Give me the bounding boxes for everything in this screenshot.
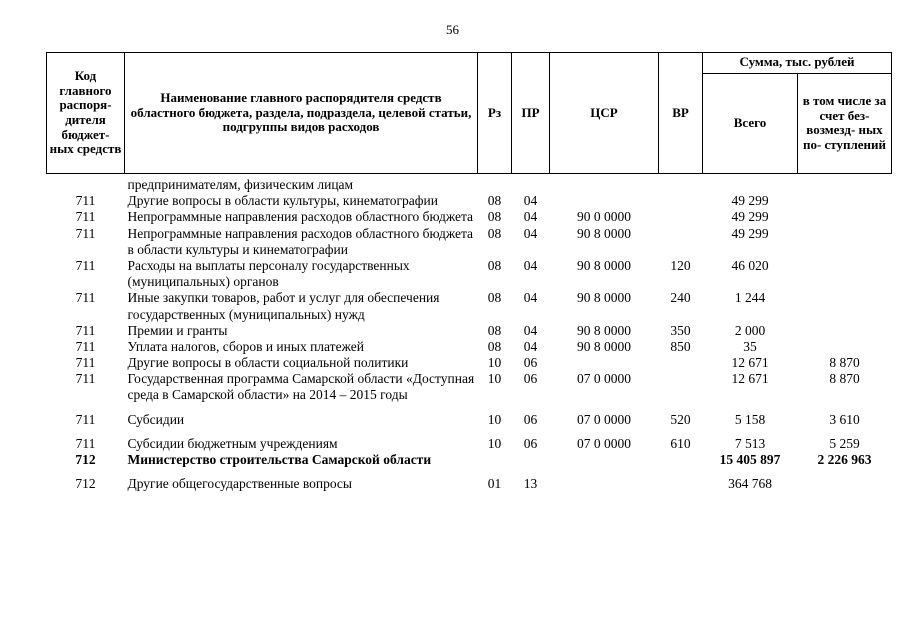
table-row (47, 452, 892, 468)
row-rz: 08 (487, 225, 502, 241)
row-total: 12 671 (731, 371, 769, 387)
row-free (798, 174, 892, 194)
row-rz: 10 (487, 435, 502, 451)
table-body (47, 174, 892, 493)
table-row (47, 193, 892, 209)
row-vr (659, 174, 703, 194)
row-code: 711 (75, 411, 96, 427)
row-vr (659, 371, 703, 403)
header-free: в том числе за счет без- возмезд- ных по- ступлений (798, 73, 892, 174)
table-row (47, 323, 892, 339)
page-number: 56 (446, 22, 459, 37)
row-rz: 08 (487, 193, 502, 209)
row-code: 711 (75, 193, 96, 209)
row-total: 15 405 897 (719, 452, 781, 467)
row-free: 5 259 (829, 435, 860, 451)
row-pr: 04 (523, 322, 538, 338)
row-code: 711 (75, 355, 96, 371)
row-pr: 13 (523, 476, 538, 492)
row-vr (659, 193, 703, 209)
row-code (47, 174, 125, 194)
row-total: 5 158 (734, 411, 766, 427)
row-code: 712 (75, 476, 96, 492)
row-name: Иные закупки товаров, работ и услуг для обеспечения государственных (муниципальных) нужд (127, 290, 440, 322)
row-total (703, 174, 798, 194)
row-vr: 350 (670, 322, 691, 338)
table-row (47, 355, 892, 371)
table-row (47, 428, 892, 452)
row-pr: 06 (523, 371, 538, 387)
budget-table (46, 52, 892, 492)
row-free: 2 226 963 (817, 452, 872, 467)
table-row (47, 468, 892, 492)
row-free (798, 193, 892, 209)
table-row (47, 339, 892, 355)
row-name: Расходы на выплаты персоналу государственных (муниципальных) органов (127, 257, 410, 290)
row-code: 711 (75, 338, 96, 354)
table-row (47, 404, 892, 428)
row-pr (512, 174, 550, 194)
row-total: 49 299 (731, 209, 769, 225)
row-total: 49 299 (731, 193, 769, 209)
row-name: Субсидии (127, 411, 185, 427)
row-total: 1 244 (734, 290, 766, 306)
row-code: 711 (75, 371, 96, 387)
row-name: Премии и гранты (127, 322, 228, 338)
row-name: предпринимателям, физическим лицам (127, 177, 354, 192)
row-name: Непрограммные направления расходов областного бюджета (127, 209, 474, 225)
row-csr: 90 8 0000 (577, 290, 631, 306)
row-name: Другие общегосударственные вопросы (127, 476, 352, 492)
header-code: Код главного распоря- дителя бюджет- ных средств (47, 53, 125, 174)
header-name: Наименование главного распорядителя средств областного бюджета, раздела, подраздела, целевой статьи, подгруппы видов расходов (125, 53, 478, 174)
row-vr (659, 226, 703, 258)
row-pr (512, 452, 550, 468)
row-code: 711 (75, 257, 96, 273)
row-name: Непрограммные направления расходов областного бюджета в области культуры и кинематографии (127, 225, 474, 257)
row-code: 711 (75, 435, 96, 451)
row-csr: 90 8 0000 (577, 257, 631, 273)
row-rz: 08 (487, 257, 502, 273)
row-name: Другие вопросы в области культуры, кинематографии (127, 193, 438, 209)
row-rz: 08 (487, 209, 502, 225)
row-pr: 04 (523, 193, 538, 209)
row-pr: 06 (523, 435, 538, 451)
row-csr (550, 452, 659, 468)
row-vr (659, 355, 703, 371)
row-vr: 610 (670, 435, 691, 451)
table-row (47, 174, 892, 194)
row-pr: 04 (523, 225, 538, 241)
row-code: 711 (75, 290, 96, 306)
row-rz: 08 (487, 290, 502, 306)
row-free (798, 468, 892, 492)
row-vr (659, 468, 703, 492)
table-row (47, 258, 892, 290)
row-free (798, 339, 892, 355)
row-csr: 07 0 0000 (577, 435, 631, 451)
row-csr (550, 468, 659, 492)
row-free (798, 258, 892, 290)
table-header (47, 53, 892, 174)
row-free: 8 870 (829, 355, 860, 371)
row-name: Уплата налогов, сборов и иных платежей (127, 338, 364, 354)
row-total: 7 513 (734, 435, 766, 451)
row-rz: 10 (487, 411, 502, 427)
row-vr: 850 (670, 338, 691, 354)
table-row (47, 371, 892, 403)
row-pr: 06 (523, 411, 538, 427)
row-csr: 07 0 0000 (577, 371, 631, 387)
row-csr: 07 0 0000 (577, 411, 631, 427)
row-free (798, 290, 892, 322)
row-total: 12 671 (731, 355, 769, 371)
row-pr: 04 (523, 338, 538, 354)
row-code: 711 (75, 322, 96, 338)
row-rz (478, 452, 512, 468)
table-row (47, 209, 892, 225)
row-free: 8 870 (829, 371, 860, 387)
header-sum: Сумма, тыс. рублей (703, 53, 892, 74)
row-name: Другие вопросы в области социальной политики (127, 355, 409, 371)
row-csr: 90 0 0000 (577, 209, 631, 225)
row-csr (550, 174, 659, 194)
row-rz: 10 (487, 371, 502, 387)
header-vr: ВР (659, 53, 703, 174)
row-total: 35 (743, 338, 757, 354)
table-row (47, 226, 892, 258)
row-name: Министерство строительства Самарской области (127, 452, 432, 467)
row-rz (478, 174, 512, 194)
row-pr: 04 (523, 257, 538, 273)
header-total: Всего (703, 73, 798, 174)
row-free (798, 323, 892, 339)
row-vr (659, 452, 703, 468)
row-free (798, 209, 892, 225)
row-pr: 04 (523, 290, 538, 306)
row-csr: 90 8 0000 (577, 338, 631, 354)
row-csr: 90 8 0000 (577, 322, 631, 338)
row-vr: 520 (670, 411, 691, 427)
row-csr (550, 193, 659, 209)
row-csr: 90 8 0000 (577, 225, 631, 241)
row-vr (659, 209, 703, 225)
row-rz: 01 (487, 476, 502, 492)
row-name: Субсидии бюджетным учреждениям (127, 435, 338, 451)
row-rz: 08 (487, 322, 502, 338)
row-total: 364 768 (728, 476, 772, 492)
row-code: 711 (75, 225, 96, 241)
row-total: 2 000 (734, 322, 766, 338)
row-total: 46 020 (731, 257, 769, 273)
row-name: Государственная программа Самарской области «Доступная среда в Самарской области» на 2014 – 2015 годы (127, 371, 475, 403)
row-total: 49 299 (731, 225, 769, 241)
row-code: 712 (75, 452, 96, 467)
table-row (47, 290, 892, 322)
row-pr: 06 (523, 355, 538, 371)
row-vr: 240 (670, 290, 691, 306)
row-code: 711 (75, 209, 96, 225)
header-pr: ПР (512, 53, 550, 174)
row-vr: 120 (670, 257, 691, 273)
header-rz: Рз (478, 53, 512, 174)
row-free (798, 226, 892, 258)
row-rz: 10 (487, 355, 502, 371)
row-csr (550, 355, 659, 371)
row-pr: 04 (523, 209, 538, 225)
row-rz: 08 (487, 338, 502, 354)
header-csr: ЦСР (550, 53, 659, 174)
row-free: 3 610 (829, 411, 860, 427)
